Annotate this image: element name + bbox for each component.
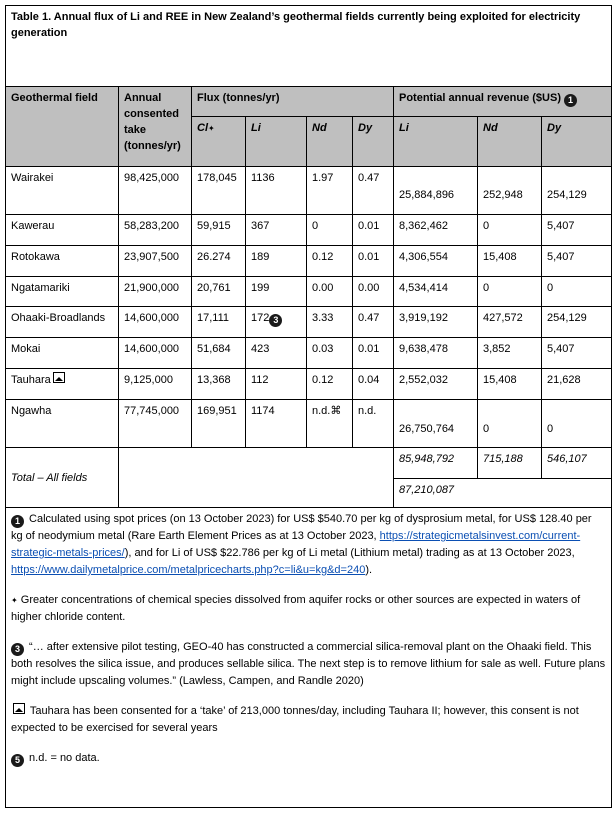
cell-rev-li: 4,306,554 [394,246,478,277]
cell-dy: n.d. [353,400,394,448]
cell-cl: 178,045 [192,167,246,215]
cell-rev-dy: 5,407 [542,246,612,277]
header-rev-nd: Nd [478,117,542,167]
cell-cl: 51,684 [192,338,246,369]
cell-dy: 0.01 [353,246,394,277]
cell-take: 58,283,200 [119,215,192,246]
footnote-1-mid: ), and for Li of US$ $22.786 per kg of Li metal (Lithium metal) trading as at 13 October 2023, [124,547,575,559]
footnote-1-marker: 1 [564,94,577,107]
footnote-3-bullet: 3 [11,643,24,656]
total-blank [119,448,394,508]
cell-field-value: Tauhara [11,374,51,386]
cell-li: 1174 [246,400,307,448]
cell-rev-li: 2,552,032 [394,369,478,400]
notes-row [6,508,612,808]
footnote-3-marker: 3 [269,314,282,327]
footnote-5-text: n.d. = no data. [26,752,100,764]
footnote-1 [11,511,606,579]
cell-cl: 20,761 [192,277,246,307]
cell-field: Ohaaki-Broadlands [6,307,119,338]
header-revenue [394,87,612,117]
cell-dy: 0.47 [353,307,394,338]
footnote-3-text: “… after extensive pilot testing, GEO-40 has constructed a commercial silica-removal plant on the Ohaaki field. This both resolves the silica issue, and produces sellable silica. The next step is to remove lithium for sale as well. Future plans might include upscaling volumes.” (Lawless, Campen, and Randle 2020) [11,641,606,687]
cell-cl: 17,111 [192,307,246,338]
cell-nd-value: n.d. [312,405,331,417]
total-li: 85,948,792 [394,448,478,479]
cell-field: Rotokawa [6,246,119,277]
cell-field: Ngatamariki [6,277,119,307]
cell-li: 112 [246,369,307,400]
table-row [6,307,612,338]
cell-rev-nd: 427,572 [478,307,542,338]
footnote-4-text: Tauhara has been consented for a ‘take’ of 213,000 tonnes/day, including Tauhara II; however, this consent is not expected to be exercised for several years [11,705,579,734]
cell-li-value: 172 [251,312,270,324]
cell-rev-dy: 5,407 [542,338,612,369]
cell-rev-nd: 0 [478,400,542,448]
header-nd: Nd [307,117,353,167]
footnote-2 [11,592,606,626]
cell-li: 423 [246,338,307,369]
header-cl-label: Cl [197,122,208,134]
cell-dy: 0.04 [353,369,394,400]
cell-take: 21,900,000 [119,277,192,307]
cell-take: 77,745,000 [119,400,192,448]
cell-take: 9,125,000 [119,369,192,400]
cell-li: 1136 [246,167,307,215]
grand-total: 87,210,087 [394,479,612,508]
footnote-1-end: ). [365,564,373,576]
cell-rev-li: 26,750,764 [394,400,478,448]
cell-take: 14,600,000 [119,338,192,369]
cell-rev-dy: 5,407 [542,215,612,246]
cell-dy: 0.01 [353,215,394,246]
cell-nd: 0.12 [307,369,353,400]
header-field: Geothermal field [6,87,119,167]
cell-rev-nd: 15,408 [478,246,542,277]
cell-li [246,307,307,338]
cell-rev-li: 8,362,462 [394,215,478,246]
header-rev-li: Li [394,117,478,167]
data-table [5,5,612,808]
cell-rev-dy: 21,628 [542,369,612,400]
total-row [6,448,612,479]
header-take: Annual consented take (tonnes/yr) [119,87,192,167]
cell-rev-dy: 254,129 [542,167,612,215]
landscape-bullet-icon [13,703,25,714]
cell-rev-li: 4,534,414 [394,277,478,307]
total-dy: 546,107 [542,448,612,479]
cell-rev-nd: 15,408 [478,369,542,400]
landscape-icon [53,372,65,383]
cell-rev-li: 9,638,478 [394,338,478,369]
header-rev-dy: Dy [542,117,612,167]
table-row [6,246,612,277]
table-frame [5,5,611,812]
total-label: Total – All fields [6,448,119,508]
cell-field: Mokai [6,338,119,369]
cell-rev-nd: 3,852 [478,338,542,369]
header-revenue-label: Potential annual revenue ($US) [399,92,561,104]
cell-rev-li: 3,919,192 [394,307,478,338]
cell-take: 23,907,500 [119,246,192,277]
cell-take: 14,600,000 [119,307,192,338]
table-row [6,215,612,246]
footnote-5-bullet: 5 [11,754,24,767]
header-flux: Flux (tonnes/yr) [192,87,394,117]
caption-row [6,6,612,87]
total-nd: 715,188 [478,448,542,479]
diamond-marker: ✦ [208,124,215,133]
cell-li: 199 [246,277,307,307]
cell-take: 98,425,000 [119,167,192,215]
footnote-3 [11,639,606,690]
table-caption: Table 1. Annual flux of Li and REE in New Zealand’s geothermal fields currently being exploited for electricity generation [6,6,612,87]
cell-nd: 3.33 [307,307,353,338]
footnote-1-text: Calculated using spot prices (on 13 October 2023) for US$ $540.70 per kg of dysprosium metal, for US$ 128.40 per kg of neodymium metal (Rare Earth Element Prices as at 13 October 2023, [11,513,592,542]
table-row [6,167,612,215]
cell-li: 367 [246,215,307,246]
cell-rev-dy: 0 [542,277,612,307]
header-li: Li [246,117,307,167]
table-row [6,338,612,369]
cell-nd: 0.12 [307,246,353,277]
table-row [6,400,612,448]
table-row [6,277,612,307]
cell-cl: 13,368 [192,369,246,400]
header-cl [192,117,246,167]
cell-li: 189 [246,246,307,277]
header-row-1 [6,87,612,117]
cell-cl: 169,951 [192,400,246,448]
dailymetalprice-link[interactable]: https://www.dailymetalprice.com/metalpricecharts.php?c=li&u=kg&d=240 [11,564,366,576]
cell-dy: 0.00 [353,277,394,307]
footnote-2-text: Greater concentrations of chemical species dissolved from aquifer rocks or other sources are expected in waters of higher chloride content. [11,594,581,623]
cell-dy: 0.47 [353,167,394,215]
diamond-bullet: ✦ [11,596,18,605]
cell-rev-dy: 254,129 [542,307,612,338]
notes-cell [6,508,612,808]
cell-cl: 26.274 [192,246,246,277]
strategic-metals-link[interactable]: https://strategicmetalsinvest.com/current-strategic-metals-prices/ [11,530,581,559]
cell-rev-nd: 0 [478,277,542,307]
cell-field: Kawerau [6,215,119,246]
cell-nd: 0 [307,215,353,246]
header-dy: Dy [353,117,394,167]
cell-nd: 1.97 [307,167,353,215]
cell-rev-nd: 252,948 [478,167,542,215]
cell-dy: 0.01 [353,338,394,369]
footnote-1-bullet: 1 [11,515,24,528]
table-row [6,369,612,400]
cell-rev-dy: 0 [542,400,612,448]
command-icon: ⌘ [330,405,342,417]
footnote-5 [11,750,606,767]
cell-nd: 0.00 [307,277,353,307]
cell-rev-nd: 0 [478,215,542,246]
cell-field: Ngawha [6,400,119,448]
cell-cl: 59,915 [192,215,246,246]
cell-rev-li: 25,884,896 [394,167,478,215]
footnote-4 [11,703,606,737]
cell-field [6,369,119,400]
cell-nd [307,400,353,448]
cell-nd: 0.03 [307,338,353,369]
cell-field: Wairakei [6,167,119,215]
